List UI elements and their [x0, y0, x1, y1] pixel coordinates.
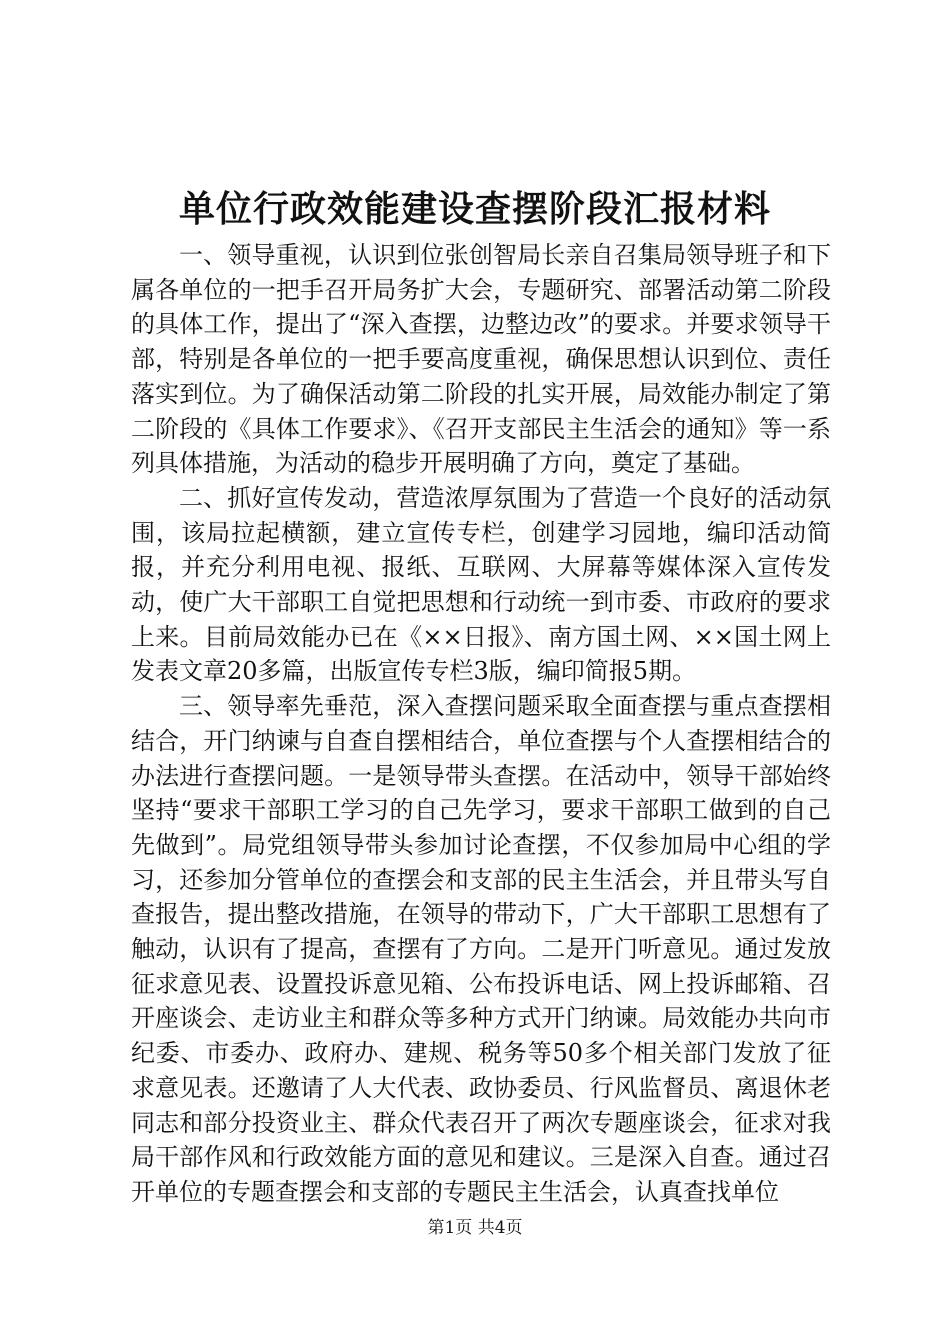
- paragraph-2: 二、抓好宣传发动，营造浓厚氛围为了营造一个良好的活动氛围，该局拉起横额，建立宣传专栏，创建学习园地，编印活动简报，并充分利用电视、报纸、互联网、大屏幕等媒体深入宣传发动，使广大干部职工自觉把思想和行动统一到市委、市政府的要求上来。目前局效能办已在《××日报》、南方国土网、××国土网上发表文章20多篇，出版宣传专栏3版，编印简报5期。: [131, 483, 831, 686]
- document-body: [131, 238, 831, 1210]
- paragraph-1: 一、领导重视，认识到位张创智局长亲自召集局领导班子和下属各单位的一把手召开局务扩大会，专题研究、部署活动第二阶段的具体工作，提出了“深入查摆，边整边改”的要求。并要求领导干部，特别是各单位的一把手要高度重视，确保思想认识到位、责任落实到位。为了确保活动第二阶段的扎实开展，局效能办制定了第二阶段的《具体工作要求》、《召开支部民主生活会的通知》等一系列具体措施，为活动的稳步开展明确了方向，奠定了基础。: [131, 241, 831, 478]
- paragraph-3: 三、领导率先垂范，深入查摆问题采取全面查摆与重点查摆相结合，开门纳谏与自查自摆相结合，单位查摆与个人查摆相结合的办法进行查摆问题。一是领导带头查摆。在活动中，领导干部始终坚持“要求干部职工学习的自己先学习，要求干部职工做到的自己先做到”。局党组领导带头参加讨论查摆，不仅参加局中心组的学习，还参加分管单位的查摆会和支部的民主生活会，并且带头写自查报告，提出整改措施，在领导的带动下，广大干部职工思想有了触动，认识有了提高，查摆有了方向。二是开门听意见。通过发放征求意见表、设置投诉意见箱、公布投诉电话、网上投诉邮箱、召开座谈会、走访业主和群众等多种方式开门纳谏。局效能办共向市纪委、市委办、政府办、建规、税务等50多个相关部门发放了征求意见表。还邀请了人大代表、政协委员、行风监督员、离退休老同志和部分投资业主、群众代表召开了两次专题座谈会，征求对我局干部作风和行政效能方面的意见和建议。三是深入自查。通过召开单位的专题查摆会和支部的专题民主生活会，认真查找单位: [131, 692, 831, 1206]
- document-title: 单位行政效能建设查摆阶段汇报材料: [178, 188, 771, 230]
- page-number-footer: 第1页 共4页: [427, 1218, 523, 1238]
